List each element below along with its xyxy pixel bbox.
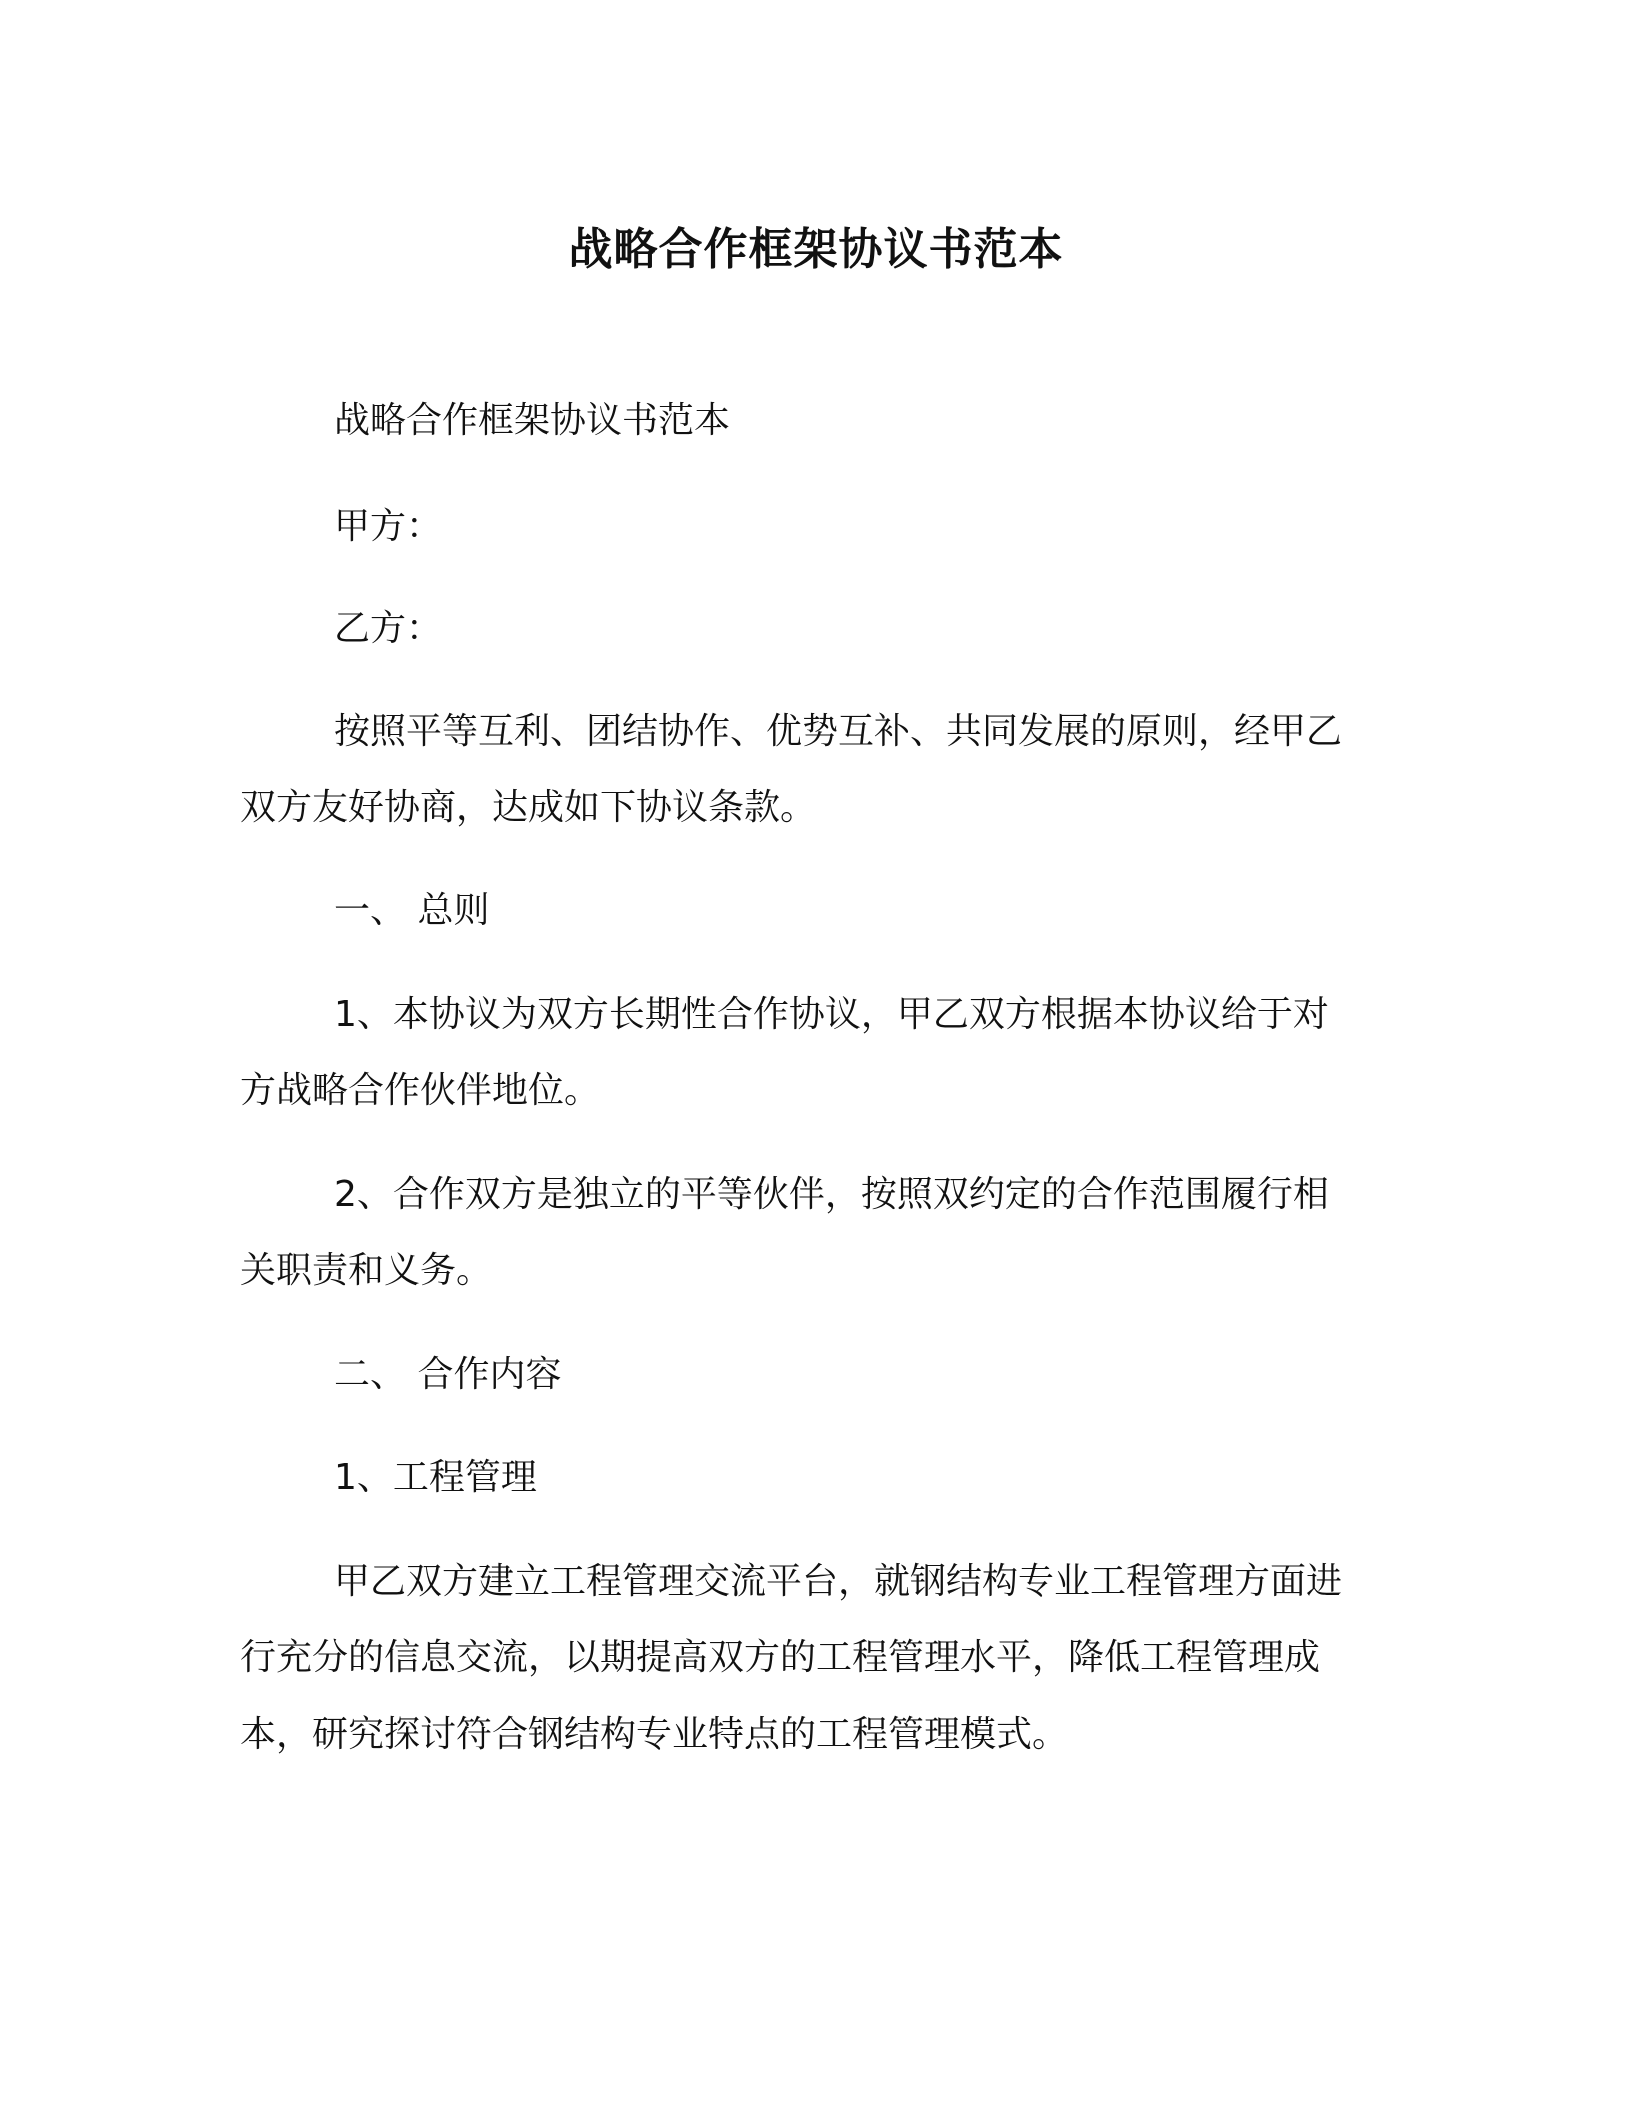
preamble-line-2: 双方友好协商，达成如下协议条款。 — [240, 787, 817, 828]
document-title: 战略合作框架协议书范本 — [568, 224, 1064, 275]
section-heading-general: 一、 总则 — [334, 890, 490, 931]
body-subtitle: 战略合作框架协议书范本 — [334, 400, 731, 441]
project-paragraph-line-2: 行充分的信息交流，以期提高双方的工程管理水平，降低工程管理成 — [240, 1637, 1321, 1678]
subheading-project-management: 1、工程管理 — [334, 1457, 537, 1498]
party-b-label: 乙方： — [334, 608, 443, 649]
project-paragraph-line-1: 甲乙双方建立工程管理交流平台，就钢结构专业工程管理方面进 — [334, 1561, 1343, 1602]
clause-1-line-2: 方战略合作伙伴地位。 — [240, 1070, 601, 1111]
section-heading-cooperation: 二、 合作内容 — [334, 1354, 562, 1395]
project-paragraph-line-3: 本，研究探讨符合钢结构专业特点的工程管理模式。 — [240, 1714, 1069, 1755]
clause-2-line-2: 关职责和义务。 — [240, 1250, 493, 1291]
preamble-line-1: 按照平等互利、团结协作、优势互补、共同发展的原则，经甲乙 — [334, 711, 1343, 752]
party-a-label: 甲方： — [334, 506, 443, 547]
clause-1-line-1: 1、本协议为双方长期性合作协议，甲乙双方根据本协议给于对 — [334, 994, 1329, 1035]
clause-2-line-1: 2、合作双方是独立的平等伙伴，按照双约定的合作范围履行相 — [334, 1174, 1329, 1215]
